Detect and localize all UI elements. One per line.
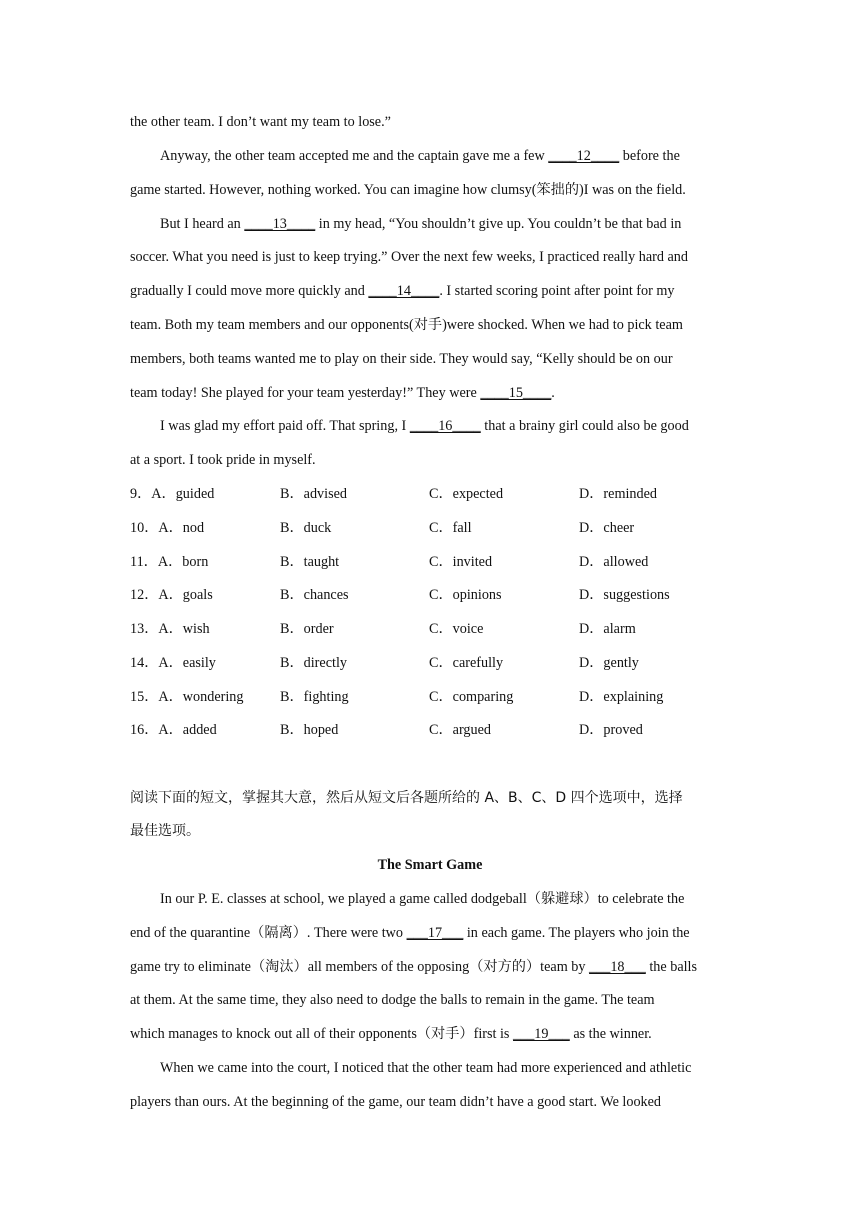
passage-line: When we came into the court, I noticed that the other team had more experienced and athletic bbox=[160, 1060, 692, 1076]
option-a: 9．A．guided bbox=[130, 486, 215, 502]
option-a: 14．A．easily bbox=[130, 655, 216, 671]
option-a: 11．A．born bbox=[130, 554, 209, 570]
passage-title: The Smart Game bbox=[377, 857, 483, 873]
blank-16: ____16____ bbox=[409, 418, 481, 434]
passage-line: team today! She played for your team yesterday!” They were ____15____. bbox=[130, 385, 555, 401]
passage-line: at them. At the same time, they also need to dodge the balls to remain in the game. The team bbox=[130, 992, 655, 1008]
blank-19: ___19___ bbox=[513, 1026, 570, 1042]
option-b: B．fighting bbox=[280, 689, 349, 705]
option-b: B．hoped bbox=[280, 722, 339, 738]
passage-line: In our P. E. classes at school, we played a game called dodgeball（躲避球）to celebrate the bbox=[160, 891, 685, 907]
option-b: B．taught bbox=[280, 554, 340, 570]
option-a: 12．A．goals bbox=[130, 587, 213, 603]
option-c: C．expected bbox=[429, 486, 504, 502]
question-10-options bbox=[130, 518, 730, 538]
instruction-line: 阅读下面的短文，掌握其大意，然后从短文后各题所给的 A、B、C、D 四个选项中，选择 bbox=[130, 790, 683, 806]
passage-line: at a sport. I took pride in myself. bbox=[130, 452, 316, 468]
passage-line: game started. However, nothing worked. You can imagine how clumsy(笨拙的)I was on the field. bbox=[130, 182, 686, 198]
passage-line: soccer. What you need is just to keep trying.” Over the next few weeks, I practiced really hard and bbox=[130, 249, 688, 265]
passage-line: which manages to knock out all of their opponents（对手）first is ___19___ as the winner. bbox=[130, 1026, 652, 1042]
option-c: C．comparing bbox=[429, 689, 514, 705]
passage-line: But I heard an ____13____ in my head, “You shouldn’t give up. You couldn’t be that bad in bbox=[160, 216, 682, 232]
option-d: D．suggestions bbox=[579, 587, 670, 603]
passage-line: the other team. I don’t want my team to lose.” bbox=[130, 114, 391, 130]
blank-17: ___17___ bbox=[406, 925, 464, 941]
passage-line: game try to eliminate（淘汰）all members of the opposing（对方的）team by ___18___ the balls bbox=[130, 959, 698, 975]
instruction-line: 最佳选项。 bbox=[130, 823, 200, 839]
question-9-options bbox=[130, 484, 730, 504]
question-13-options bbox=[130, 619, 730, 639]
option-d: D．explaining bbox=[579, 689, 664, 705]
option-c: C．invited bbox=[429, 554, 493, 570]
blank-12: ____12____ bbox=[548, 148, 620, 164]
option-b: B．duck bbox=[280, 520, 332, 536]
option-d: D．proved bbox=[579, 722, 643, 738]
option-b: B．chances bbox=[280, 587, 349, 603]
option-b: B．order bbox=[280, 621, 334, 637]
blank-18: ___18___ bbox=[589, 959, 646, 975]
question-14-options bbox=[130, 653, 730, 673]
option-b: B．directly bbox=[280, 655, 347, 671]
option-a: 16．A．added bbox=[130, 722, 217, 738]
option-d: D．cheer bbox=[579, 520, 635, 536]
passage-line: players than ours. At the beginning of the game, our team didn’t have a good start. We looked bbox=[130, 1094, 662, 1110]
question-15-options bbox=[130, 687, 730, 707]
passage-line: end of the quarantine（隔离）. There were two ___17___ in each game. The players who join the bbox=[130, 925, 690, 941]
option-c: C．carefully bbox=[429, 655, 504, 671]
question-16-options bbox=[130, 720, 730, 740]
option-c: C．argued bbox=[429, 722, 491, 738]
option-a: 10．A．nod bbox=[130, 520, 205, 536]
option-d: D．allowed bbox=[579, 554, 649, 570]
passage-line: team. Both my team members and our opponents(对手)were shocked. When we had to pick team bbox=[130, 317, 683, 333]
question-11-options bbox=[130, 552, 730, 572]
passage-line: members, both teams wanted me to play on their side. They would say, “Kelly should be on our bbox=[130, 351, 673, 367]
passage-line: I was glad my effort paid off. That spring, I ____16____ that a brainy girl could also be good bbox=[160, 418, 689, 434]
blank-15: ____15____ bbox=[480, 385, 552, 401]
question-12-options bbox=[130, 585, 730, 605]
passage-line: gradually I could move more quickly and ____14____. I started scoring point after point for my bbox=[130, 283, 675, 299]
option-d: D．reminded bbox=[579, 486, 658, 502]
option-d: D．gently bbox=[579, 655, 639, 671]
option-a: 13．A．wish bbox=[130, 621, 210, 637]
option-c: C．voice bbox=[429, 621, 484, 637]
option-b: B．advised bbox=[280, 486, 347, 502]
option-d: D．alarm bbox=[579, 621, 636, 637]
option-c: C．fall bbox=[429, 520, 472, 536]
passage-line: Anyway, the other team accepted me and the captain gave me a few ____12____ before the bbox=[160, 148, 680, 164]
option-c: C．opinions bbox=[429, 587, 502, 603]
blank-13: ____13____ bbox=[244, 216, 316, 232]
option-a: 15．A．wondering bbox=[130, 689, 244, 705]
blank-14: ____14____ bbox=[368, 283, 440, 299]
